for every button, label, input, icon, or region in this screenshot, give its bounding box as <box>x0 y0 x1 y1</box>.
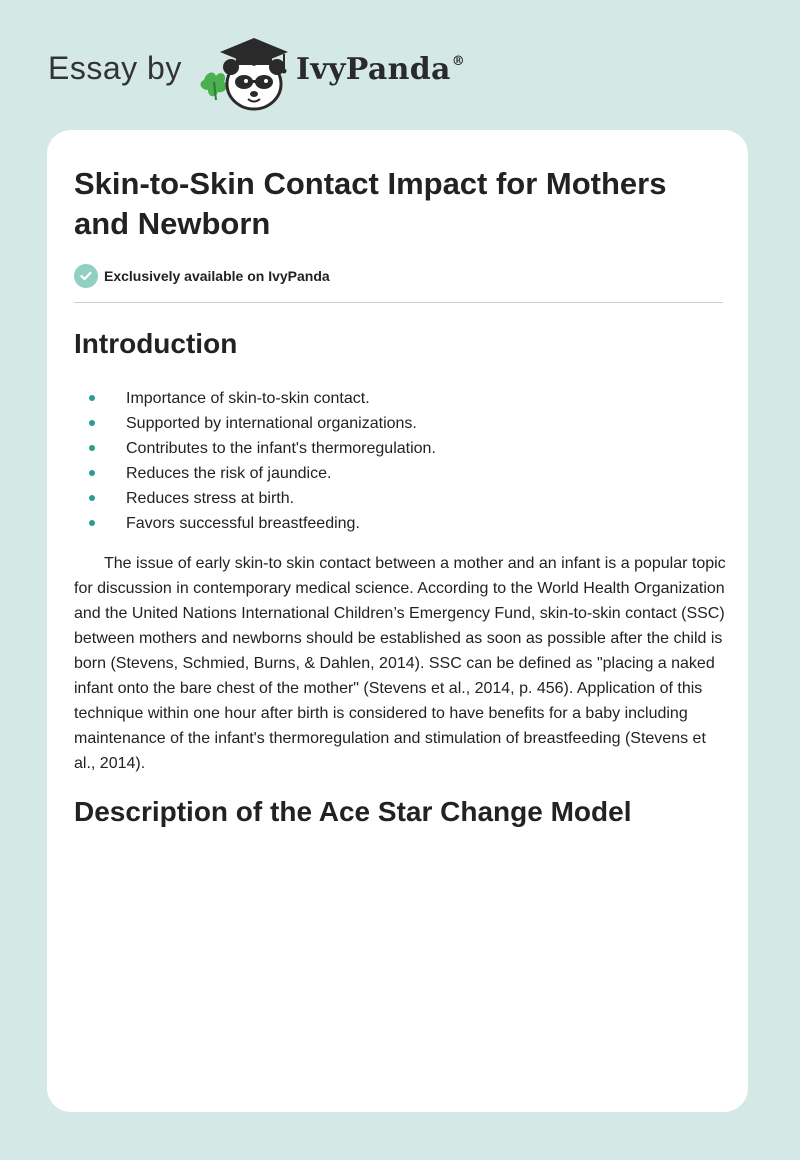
page-title: Skin-to-Skin Contact Impact for Mothers and Newborn <box>74 166 667 241</box>
registered-mark: ® <box>451 54 466 69</box>
list-item <box>74 461 714 486</box>
list-item-text: Reduces stress at birth. <box>126 490 295 507</box>
section-heading-introduction: Introduction <box>74 328 238 359</box>
exclusive-badge-label: Exclusively available on IvyPanda <box>104 268 330 284</box>
bullet-dot-icon <box>89 395 95 401</box>
title-divider <box>74 302 723 303</box>
list-item <box>74 411 714 436</box>
list-item-text: Supported by international organizations. <box>126 415 417 432</box>
bullet-dot-icon <box>89 495 95 501</box>
essay-by-label: Essay by <box>48 50 182 86</box>
bullet-dot-icon <box>89 445 95 451</box>
essay-card <box>47 130 748 1112</box>
brand-name[interactable] <box>296 52 465 87</box>
bullet-dot-icon <box>89 520 95 526</box>
list-item <box>74 486 714 511</box>
list-item <box>74 436 714 461</box>
bullet-dot-icon <box>89 470 95 476</box>
brand-label: IvyPanda <box>296 52 451 87</box>
list-item-text: Importance of skin-to-skin contact. <box>126 390 370 407</box>
site-header <box>48 36 748 112</box>
section-heading-description: Description of the Ace Star Change Model <box>74 796 632 827</box>
check-circle-icon <box>74 264 98 288</box>
list-item <box>74 386 714 411</box>
introduction-bullet-list <box>74 386 714 536</box>
panda-graduate-icon[interactable] <box>200 36 292 112</box>
list-item-text: Favors successful breastfeeding. <box>126 515 360 532</box>
ivy-leaf-icon <box>201 73 227 100</box>
exclusive-badge <box>74 264 330 288</box>
list-item <box>74 511 714 536</box>
list-item-text: Contributes to the infant's thermoregulation. <box>126 440 436 457</box>
introduction-paragraph: The issue of early skin-to skin contact between a mother and an infant is a popular topic for discussion in contemporary medical science. According to the World Health Organization and the United Nations International Children’s Emergency Fund, skin-to-skin contact (SSC) between mothers and newborns should be established as soon as possible after the child is born (Stevens, Schmied, Burns, & Dahlen, 2014). SSC can be defined as "placing a naked infant onto the bare chest of the mother" (Stevens et al., 2014, p. 456). Application of this technique within one hour after birth is considered to have benefits for a baby including maintenance of the infant's thermoregulation and stimulation of breastfeeding (Stevens et al., 2014). <box>74 555 726 772</box>
bullet-dot-icon <box>89 420 95 426</box>
list-item-text: Reduces the risk of jaundice. <box>126 465 332 482</box>
